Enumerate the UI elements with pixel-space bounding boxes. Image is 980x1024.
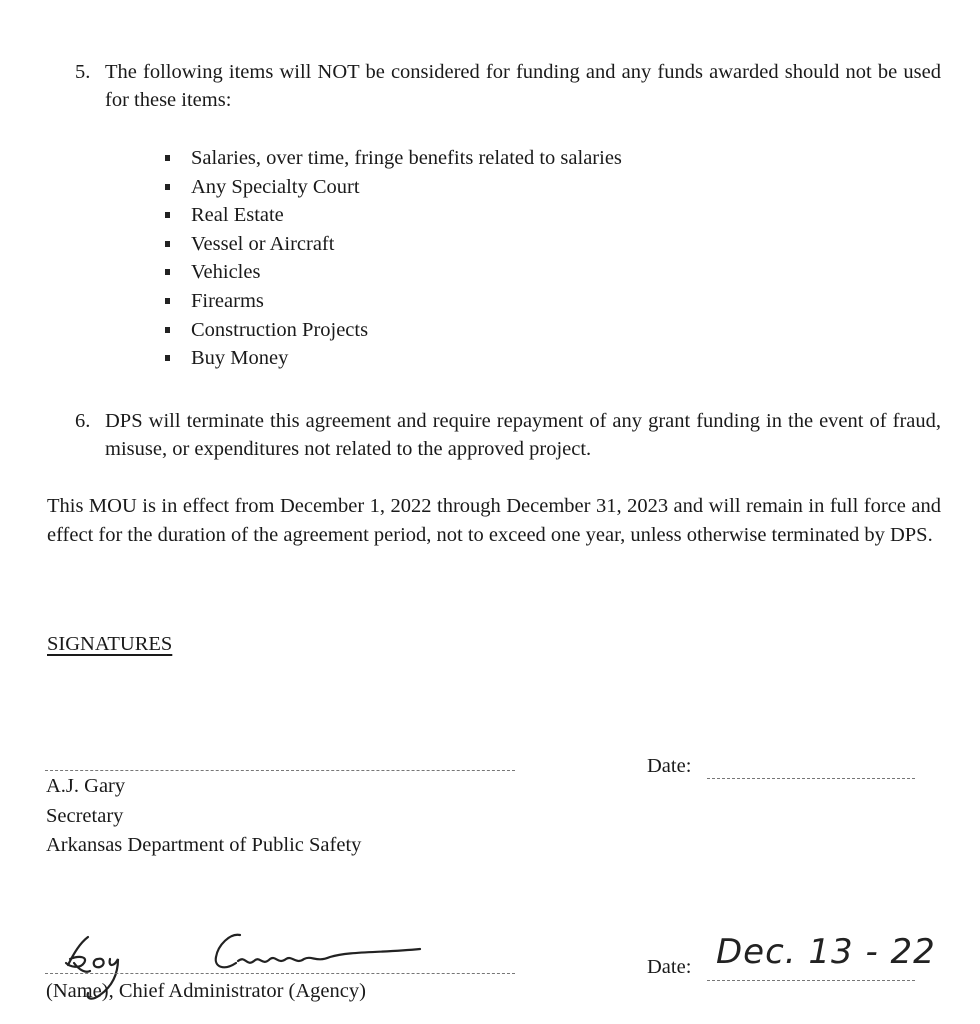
bullet-item: Any Specialty Court [163, 173, 622, 202]
bullet-icon [165, 155, 170, 161]
bullet-icon [165, 327, 170, 333]
bullet-icon [165, 184, 170, 190]
signer-title: Secretary [46, 804, 124, 827]
bullet-icon [165, 269, 170, 275]
signer-org: Arkansas Department of Public Safety [46, 834, 362, 856]
signer-name: A.J. Gary [46, 775, 126, 797]
list-item-6 [75, 407, 941, 463]
bullet-item: Construction Projects [163, 316, 622, 345]
bullet-item: Firearms [163, 287, 622, 316]
bullet-icon [165, 355, 170, 361]
item-number: 6. [75, 410, 91, 432]
item-number: 5. [75, 61, 91, 83]
bullet-item: Buy Money [163, 344, 622, 373]
bullet-item: Vehicles [163, 258, 622, 287]
signer2-caption: (Name), Chief Administrator (Agency) [46, 980, 366, 1002]
signer-block [46, 772, 361, 861]
signature-line [45, 973, 515, 974]
bullet-item: Vessel or Aircraft [163, 230, 622, 259]
item-text: The following items will NOT be considered for funding and any funds awarded should not be used for these items: [105, 61, 941, 111]
date-label: Date: [647, 956, 692, 978]
bullet-icon [165, 298, 170, 304]
term-paragraph: This MOU is in effect from December 1, 2022 through December 31, 2023 and will remain in full force and effect for the duration of the agreement period, not to exceed one year, unless otherwise terminated by DPS. [47, 495, 941, 546]
item-text: DPS will terminate this agreement and require repayment of any grant funding in the event of fraud, misuse, or expenditures not related to the approved project. [105, 410, 941, 460]
date-line [707, 778, 915, 779]
handwritten-date: Dec. 13 - 22 [716, 932, 936, 972]
bullet-icon [165, 212, 170, 218]
date-label: Date: [647, 755, 692, 777]
bullet-item: Real Estate [163, 201, 622, 230]
bullet-icon [165, 241, 170, 247]
list-item-5 [75, 58, 941, 114]
excluded-items-list [163, 144, 622, 373]
signatures-heading: SIGNATURES [47, 633, 173, 655]
signature-line [45, 770, 515, 771]
date-line [707, 980, 915, 981]
bullet-item: Salaries, over time, fringe benefits related to salaries [163, 144, 622, 173]
